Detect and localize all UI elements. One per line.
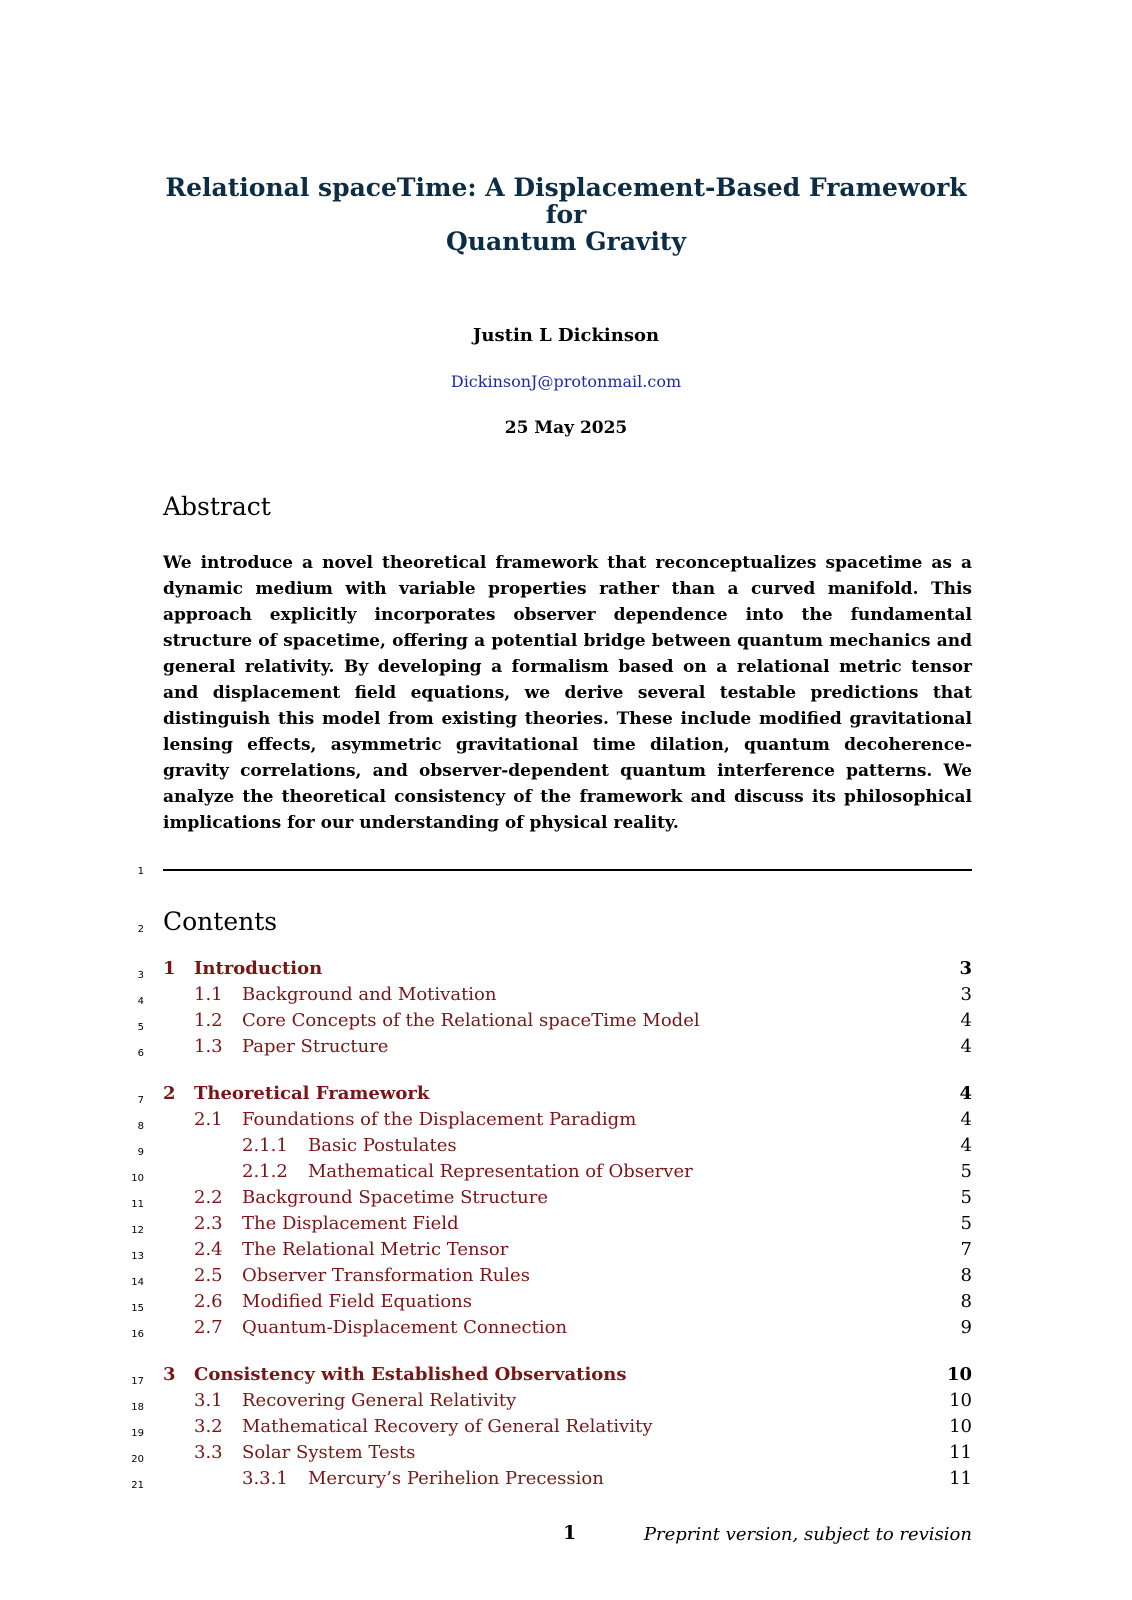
line-number: 14 — [131, 1277, 144, 1288]
toc-entry[interactable] — [0, 1291, 1132, 1315]
toc-entry-page: 11 — [949, 1468, 972, 1489]
contents-heading: Contents — [163, 907, 278, 936]
toc-entry-link[interactable]: Mathematical Representation of Observer — [308, 1161, 693, 1182]
line-number: 19 — [131, 1428, 144, 1439]
paper-title-line-1: Relational spaceTime: A Displacement-Based Framework for — [165, 173, 967, 229]
toc-entry-link[interactable]: Modified Field Equations — [242, 1291, 472, 1312]
toc-entry-link[interactable]: The Relational Metric Tensor — [242, 1239, 509, 1260]
toc-entry-page: 4 — [960, 1036, 972, 1057]
publication-date: 25 May 2025 — [504, 418, 628, 438]
toc-entry[interactable] — [0, 1083, 1132, 1107]
toc-entry-page: 11 — [949, 1442, 972, 1463]
toc-entry-number: 3.1 — [194, 1390, 223, 1411]
toc-entry-number: 2.5 — [194, 1265, 223, 1286]
toc-entry-page: 8 — [960, 1291, 972, 1312]
toc-entry-page: 8 — [960, 1265, 972, 1286]
toc-entry-page: 10 — [946, 1364, 972, 1385]
line-number: 15 — [131, 1303, 144, 1314]
toc-entry[interactable] — [0, 1265, 1132, 1289]
toc-entry-page: 4 — [960, 1109, 972, 1130]
abstract-text: We introduce a novel theoretical framework that reconceptualizes spacetime as a dynamic medium with variable properties rather than a curved manifold. This approach explicitly incorporates observer dependence into the fundamental structure of spacetime, offering a potential bridge between quantum mechanics and general relativity. By developing a formalism based on a relational metric tensor and displacement field equations, we derive several testable predictions that distinguish this model from existing theories. These include modified gravitational lensing effects, asymmetric gravitational time dilation, quantum decoherence-gravity correlations, and observer-dependent quantum interference patterns. We analyze the theoretical consistency of the framework and discuss its philosophical implications for our understanding of physical reality. — [163, 553, 972, 833]
toc-entry-number: 2.1.2 — [242, 1161, 288, 1182]
toc-entry-page: 10 — [949, 1390, 972, 1411]
toc-entry-link[interactable]: Foundations of the Displacement Paradigm — [242, 1109, 637, 1130]
toc-entry-link[interactable]: The Displacement Field — [242, 1213, 459, 1234]
line-number: 3 — [137, 970, 144, 981]
toc-entry-link[interactable]: Background and Motivation — [242, 984, 497, 1005]
toc-entry-page: 4 — [959, 1083, 972, 1104]
toc-entry[interactable] — [0, 1442, 1132, 1466]
line-number: 7 — [137, 1095, 144, 1106]
toc-entry-link[interactable]: Paper Structure — [242, 1036, 389, 1057]
line-number: 5 — [137, 1022, 144, 1033]
line-number: 13 — [131, 1251, 144, 1262]
author-email-link[interactable]: DickinsonJ@protonmail.com — [450, 372, 682, 391]
toc-entry[interactable] — [0, 1213, 1132, 1237]
toc-entry-link[interactable]: Mathematical Recovery of General Relativity — [242, 1416, 653, 1437]
toc-entry-link[interactable]: Background Spacetime Structure — [242, 1187, 549, 1208]
toc-entry-page: 9 — [960, 1317, 972, 1338]
line-number: 20 — [131, 1454, 144, 1465]
toc-entry-link[interactable]: Solar System Tests — [242, 1442, 416, 1463]
toc-entry-link[interactable]: Quantum-Displacement Connection — [242, 1317, 568, 1338]
toc-entry-page: 4 — [960, 1010, 972, 1031]
toc-entry-number: 1.3 — [194, 1036, 223, 1057]
toc-entry[interactable] — [0, 1161, 1132, 1185]
line-number: 6 — [137, 1048, 144, 1059]
toc-entry-link[interactable]: Basic Postulates — [308, 1135, 457, 1156]
toc-entry-page: 7 — [960, 1239, 972, 1260]
toc-entry[interactable] — [0, 1010, 1132, 1034]
toc-entry[interactable] — [0, 984, 1132, 1008]
toc-entry-page: 10 — [949, 1416, 972, 1437]
author-name: Justin L Dickinson — [472, 325, 660, 346]
toc-entry-page: 5 — [960, 1213, 972, 1234]
line-number: 16 — [131, 1329, 144, 1340]
toc-entry-link[interactable]: Consistency with Established Observations — [194, 1364, 627, 1385]
line-number: 8 — [137, 1121, 144, 1132]
toc-entry-page: 5 — [960, 1187, 972, 1208]
toc-entry-number: 2.6 — [194, 1291, 223, 1312]
toc-entry-number: 3 — [163, 1364, 176, 1385]
line-number: 4 — [137, 996, 144, 1007]
toc-entry-link[interactable]: Observer Transformation Rules — [242, 1265, 530, 1286]
toc-entry[interactable] — [0, 958, 1132, 982]
toc-entry-number: 1.1 — [194, 984, 223, 1005]
toc-entry[interactable] — [0, 1416, 1132, 1440]
toc-entry[interactable] — [0, 1135, 1132, 1159]
toc-entry-number: 2.7 — [194, 1317, 223, 1338]
toc-entry[interactable] — [0, 1109, 1132, 1133]
preprint-note: Preprint version, subject to revision — [643, 1524, 972, 1545]
paper-title-line-2: Quantum Gravity — [445, 227, 687, 256]
toc-entry-page: 3 — [960, 984, 972, 1005]
line-number: 2 — [137, 924, 144, 935]
toc-entry[interactable] — [0, 1468, 1132, 1492]
toc-entry-page: 3 — [959, 958, 972, 979]
line-number: 10 — [131, 1173, 144, 1184]
toc-entry[interactable] — [0, 1317, 1132, 1341]
toc-entry[interactable] — [0, 1187, 1132, 1211]
toc-entry[interactable] — [0, 1036, 1132, 1060]
line-number: 17 — [131, 1376, 144, 1387]
toc-entry-link[interactable]: Mercury’s Perihelion Precession — [308, 1468, 604, 1489]
line-number: 18 — [131, 1402, 144, 1413]
line-number: 21 — [131, 1480, 144, 1491]
toc-entry-number: 2.4 — [194, 1239, 223, 1260]
line-number: 9 — [137, 1147, 144, 1158]
toc-entry-number: 3.2 — [194, 1416, 223, 1437]
toc-entry-link[interactable]: Introduction — [194, 958, 323, 979]
toc-entry-number: 2 — [163, 1083, 176, 1104]
toc-entry-link[interactable]: Theoretical Framework — [194, 1083, 430, 1104]
toc-entry-link[interactable]: Core Concepts of the Relational spaceTime Model — [242, 1010, 700, 1031]
toc-entry-number: 2.2 — [194, 1187, 223, 1208]
toc-entry[interactable] — [0, 1239, 1132, 1263]
toc-entry[interactable] — [0, 1364, 1132, 1388]
toc-entry-number: 2.1 — [194, 1109, 223, 1130]
section-divider — [163, 869, 972, 871]
paper-title — [160, 174, 972, 255]
abstract-heading: Abstract — [163, 492, 271, 521]
toc-entry[interactable] — [0, 1390, 1132, 1414]
toc-entry-number: 1.2 — [194, 1010, 223, 1031]
toc-entry-number: 3.3 — [194, 1442, 223, 1463]
toc-entry-number: 3.3.1 — [242, 1468, 288, 1489]
page-number: 1 — [563, 1522, 577, 1544]
toc-entry-number: 2.3 — [194, 1213, 223, 1234]
toc-entry-page: 4 — [960, 1135, 972, 1156]
toc-entry-page: 5 — [960, 1161, 972, 1182]
line-number: 11 — [131, 1199, 144, 1210]
toc-entry-number: 2.1.1 — [242, 1135, 288, 1156]
toc-entry-number: 1 — [163, 958, 176, 979]
toc-entry-link[interactable]: Recovering General Relativity — [242, 1390, 517, 1411]
line-number: 1 — [137, 866, 144, 877]
line-number: 12 — [131, 1225, 144, 1236]
